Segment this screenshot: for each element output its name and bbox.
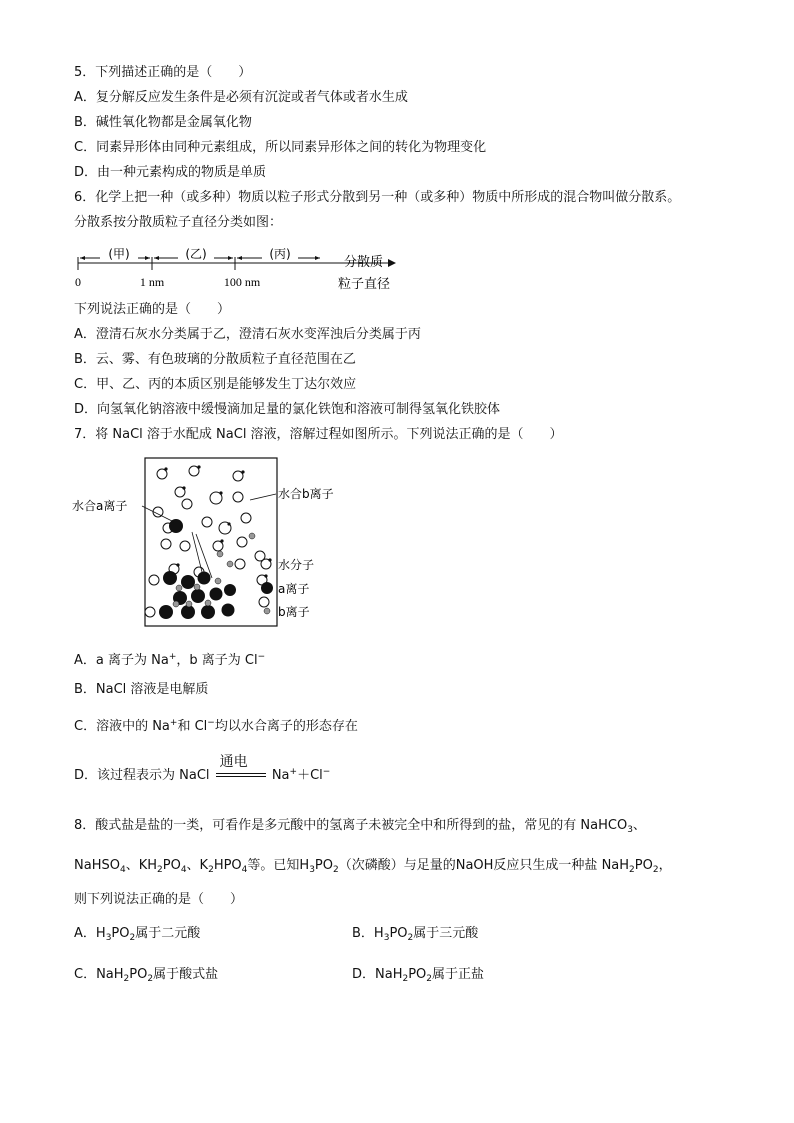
axis-label-line1: 分散质	[344, 255, 384, 270]
legend-a-icon	[261, 582, 273, 594]
legend-b-label: b离子	[278, 605, 310, 619]
q6-option-d[interactable]: D．向氢氧化钠溶液中缓慢滴加足量的氯化铁饱和溶液可制得氢氧化铁胶体	[74, 402, 501, 417]
q5-option-c[interactable]: C．同素异形体由同种元素组成，所以同素异形体之间的转化为物理变化	[74, 140, 487, 155]
q5-option-a[interactable]: A．复分解反应发生条件是必须有沉淀或者气体或者水生成	[74, 90, 408, 105]
q7-option-c[interactable]: C．溶液中的 Na+和 Cl−均以水合离子的形态存在	[74, 718, 358, 734]
q8-option-d[interactable]: D．$NaH_2PO_2$属于正盐	[352, 967, 485, 984]
tick-0: 0	[75, 275, 81, 289]
legend-b-icon	[264, 608, 270, 614]
q7-stem: 7．将 NaCl 溶于水配成 NaCl 溶液，溶解过程如图所示。下列说法正确的是（ ）	[74, 427, 563, 442]
range-yi-label: (乙)	[185, 247, 207, 261]
q6-ask: 下列说法正确的是（ ）	[74, 302, 231, 317]
q6-option-b[interactable]: B．云、雾、有色玻璃的分散质粒子直径范围在乙	[74, 352, 356, 367]
label-hydrated-a: 水合a离子	[72, 499, 128, 513]
q8-stem-line2: NaHSO$_4$、$KH_2PO_4$、$K_2HPO_4$等。已知$H_3PO_2$（次磷酸）与足量的NaOH反应只生成一种盐 $NaH_2PO_2$，	[74, 858, 672, 875]
q7-option-a[interactable]: A．a 离子为 Na+，b 离子为 Cl−	[74, 652, 266, 668]
q8-option-c[interactable]: C．$NaH_2PO_2$属于酸式盐	[74, 967, 219, 984]
q8-option-a[interactable]: A．$H_3PO_2$属于二元酸	[74, 926, 201, 943]
dispersion-diagram	[70, 238, 410, 294]
q6-stem-line2: 分散系按分散质粒子直径分类如图：	[74, 215, 283, 230]
q6-option-c[interactable]: C．甲、乙、丙的本质区别是能够发生丁达尔效应	[74, 377, 357, 392]
q8-option-b[interactable]: B．$H_3PO_2$属于三元酸	[352, 926, 479, 943]
q8-stem-line1: 8．酸式盐是盐的一类，可看作是多元酸中的氢离子未被完全中和所得到的盐，常见的有 NaHCO$_3$、	[74, 818, 646, 835]
q6-stem-line1: 6．化学上把一种（或多种）物质以粒子形式分散到另一种（或多种）物质中所形成的混合物叫做分散系。	[74, 190, 681, 205]
axis-arrow-head	[388, 259, 396, 267]
legend-water-label: 水分子	[278, 558, 315, 572]
condition-label: 通电	[219, 754, 248, 770]
tick-1nm: 1 nm	[139, 275, 165, 289]
legend-a-label: a离子	[278, 582, 310, 596]
q8-ask: 则下列说法正确的是（ ）	[74, 892, 244, 907]
range-bing-label: (丙)	[269, 247, 291, 261]
label-hydrated-b: 水合b离子	[278, 487, 334, 501]
q7-option-d[interactable]: D．该过程表示为 NaCl 通电 Na+＋Cl−	[74, 754, 331, 783]
hydrated-a-ion	[169, 519, 183, 533]
q5-option-d[interactable]: D．由一种元素构成的物质是单质	[74, 165, 267, 180]
range-jia-label: (甲)	[108, 247, 130, 261]
axis-label-line2: 粒子直径	[338, 277, 391, 292]
tick-100nm: 100 nm	[223, 275, 261, 289]
q5-option-b[interactable]: B．碱性氧化物都是金属氧化物	[74, 115, 252, 130]
nacl-dissolution-figure	[70, 452, 370, 632]
q7-option-b[interactable]: B．NaCl 溶液是电解质	[74, 682, 209, 697]
q5-stem: 5．下列描述正确的是（ ）	[74, 65, 252, 80]
q6-option-a[interactable]: A．澄清石灰水分类属于乙，澄清石灰水变浑浊后分类属于丙	[74, 327, 421, 342]
reaction-arrow	[216, 754, 266, 777]
